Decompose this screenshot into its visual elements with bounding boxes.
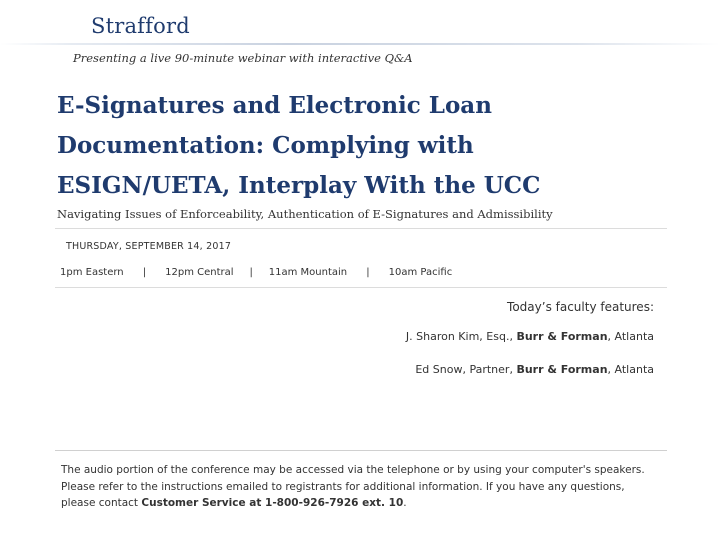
title-line-2: Documentation: Complying with [57, 132, 474, 159]
speaker-location: , Atlanta [607, 363, 654, 376]
footer-divider [55, 450, 667, 451]
time-separator: | [249, 267, 253, 278]
customer-service-contact: Customer Service at 1-800-926-7926 ext. 10 [141, 497, 404, 509]
faculty-heading: Today’s faculty features: [507, 300, 654, 314]
time-mountain: 11am Mountain [268, 267, 348, 278]
speaker-2 [415, 363, 654, 376]
header-divider [0, 43, 720, 45]
time-pacific: 10am Pacific [388, 267, 453, 278]
webinar-tagline: Presenting a live 90-minute webinar with interactive Q&A [73, 51, 413, 65]
webinar-title [57, 86, 657, 206]
speaker-name: Ed Snow, Partner, [415, 363, 517, 376]
time-eastern: 1pm Eastern [60, 267, 124, 278]
strafford-logo: Strafford [91, 14, 190, 38]
footer-notice [61, 462, 651, 512]
time-separator: | [142, 267, 147, 278]
speaker-location: , Atlanta [607, 330, 654, 343]
time-central: 12pm Central [165, 267, 234, 278]
subtitle-divider [55, 228, 667, 229]
webinar-date: THURSDAY, SEPTEMBER 14, 2017 [66, 241, 232, 252]
speaker-1 [406, 330, 654, 343]
webinar-times [60, 267, 452, 278]
footer-text: The audio portion of the conference may be accessed via the telephone or by using your computer's speakers. Please refer to the instructions emailed to registrants for additional information. If you have any questions, please contact [61, 464, 645, 509]
speaker-firm: Burr & Forman [516, 330, 608, 343]
webinar-subtitle: Navigating Issues of Enforceability, Authentication of E-Signatures and Admissibility [57, 207, 553, 221]
footer-end: . [403, 497, 407, 509]
title-line-3: ESIGN/UETA, Interplay With the UCC [57, 172, 541, 199]
times-divider [55, 287, 667, 288]
speaker-firm: Burr & Forman [516, 363, 608, 376]
time-separator: | [366, 267, 370, 278]
title-line-1: E-Signatures and Electronic Loan [57, 92, 492, 119]
speaker-name: J. Sharon Kim, Esq., [405, 330, 517, 343]
